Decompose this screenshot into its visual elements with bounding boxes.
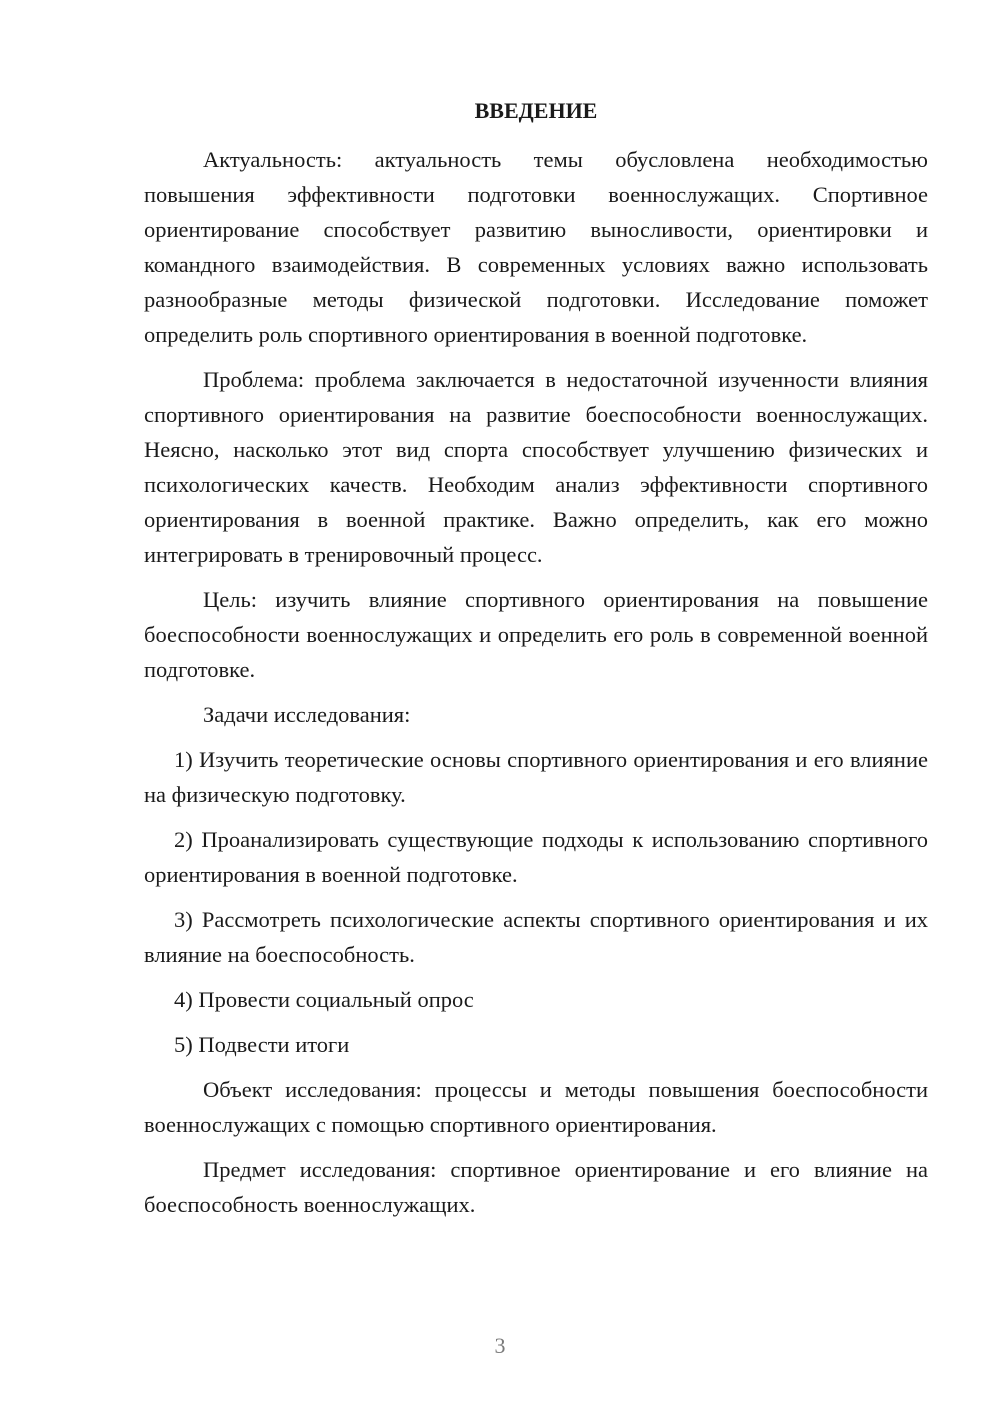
problem-paragraph: Проблема: проблема заключается в недостаточной изученности влияния спортивного ориентирования на развитие боеспособности военнослужащих. Неясно, насколько этот вид спорта способствует улучшению физических и психологических качеств. Необходим анализ эффективности спортивного ориентирования в военной практике. Важно определить, как его можно интегрировать в тренировочный процесс.	[144, 367, 928, 567]
section-heading: ВВЕДЕНИЕ	[474, 98, 598, 123]
subject-paragraph: Предмет исследования: спортивное ориентирование и его влияние на боеспособность военнослужащих.	[144, 1157, 928, 1217]
document-body	[144, 96, 928, 1222]
goal-paragraph: Цель: изучить влияние спортивного ориентирования на повышение боеспособности военнослужащих и определить его роль в современной военной подготовке.	[144, 587, 928, 682]
object-paragraph: Объект исследования: процессы и методы повышения боеспособности военнослужащих с помощью спортивного ориентирования.	[144, 1077, 928, 1137]
page-number: 3	[494, 1333, 506, 1358]
tasks-title: Задачи исследования:	[203, 702, 411, 727]
task-item: 1) Изучить теоретические основы спортивного ориентирования и его влияние на физическую подготовку.	[144, 747, 928, 807]
task-item: 3) Рассмотреть психологические аспекты спортивного ориентирования и их влияние на боеспособность.	[144, 907, 928, 967]
task-item: 4) Провести социальный опрос	[174, 987, 474, 1012]
task-item: 2) Проанализировать существующие подходы к использованию спортивного ориентирования в военной подготовке.	[144, 827, 928, 887]
relevance-paragraph: Актуальность: актуальность темы обусловлена необходимостью повышения эффективности подготовки военнослужащих. Спортивное ориентирование способствует развитию выносливости, ориентировки и командного взаимодействия. В современных условиях важно использовать разнообразные методы физической подготовки. Исследование поможет определить роль спортивного ориентирования в военной подготовке.	[144, 147, 928, 347]
task-item: 5) Подвести итоги	[174, 1032, 350, 1057]
